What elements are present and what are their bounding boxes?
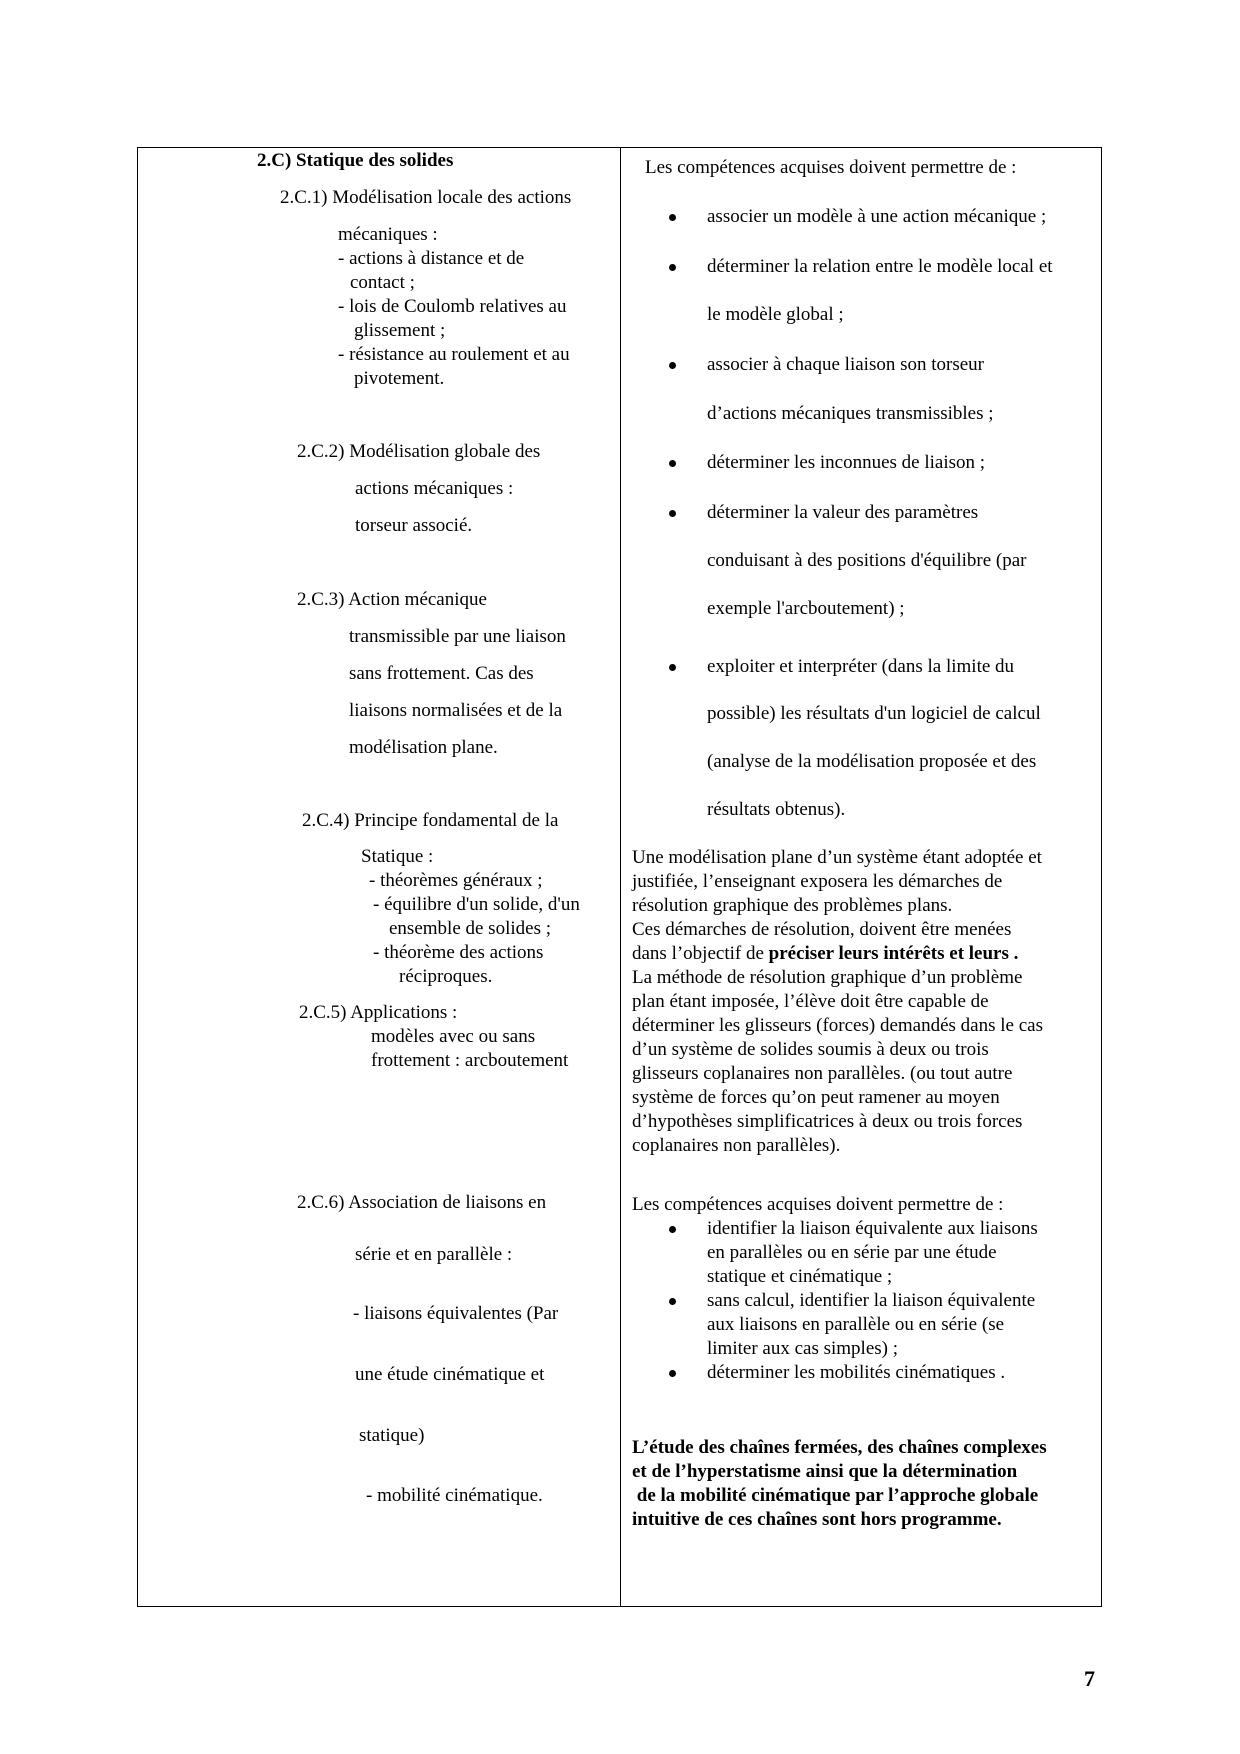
c1-line: mécaniques : [338,224,438,245]
para-line: Ces démarches de résolution, doivent être menées [632,919,1012,940]
c4-line: ensemble de solides ; [389,918,551,939]
bullet-icon [669,264,676,271]
c2-line: 2.C.2) Modélisation globale des [297,441,541,462]
competences-intro-2: Les compétences acquises doivent permettre de : [632,1194,1004,1215]
bullet-line: (analyse de la modélisation proposée et des [707,751,1037,772]
bullet-line: conduisant à des positions d'équilibre (par [707,550,1027,571]
para-line: coplanaires non parallèles). [632,1135,841,1156]
c2-line: torseur associé. [355,515,473,536]
para-line: La méthode de résolution graphique d’un problème [632,967,1023,988]
para-text: dans l’objectif de [632,943,769,964]
note-line: intuitive de ces chaînes sont hors programme. [632,1509,1002,1530]
bullet-icon [669,362,676,369]
bullet-line: en parallèles ou en série par une étude [707,1242,997,1263]
competences-intro: Les compétences acquises doivent permettre de : [645,157,1017,178]
bullet-icon [669,214,676,221]
c6-line: - liaisons équivalentes (Par [353,1303,559,1324]
bullet-icon [669,1298,676,1305]
bullet-line: le modèle global ; [707,304,844,325]
bullet-line: associer à chaque liaison son torseur [707,354,984,375]
c6-line: - mobilité cinématique. [366,1485,543,1506]
c1-line: contact ; [350,272,415,293]
bullet-line: exploiter et interpréter (dans la limite du [707,656,1015,677]
c6-line: statique) [359,1425,425,1446]
c1-line: - lois de Coulomb relatives au [338,296,567,317]
bullet-line: associer un modèle à une action mécanique ; [707,206,1047,227]
para-line: Une modélisation plane d’un système étant adoptée et [632,847,1042,868]
c1-line: pivotement. [354,368,445,389]
bullet-icon [669,664,676,671]
c2-line: actions mécaniques : [355,478,514,499]
c4-line: - équilibre d'un solide, d'un [373,894,580,915]
bullet-line: sans calcul, identifier la liaison équivalente [707,1290,1036,1311]
c5-line: modèles avec ou sans [371,1026,536,1047]
c1-line: glissement ; [354,320,446,341]
c4-line: 2.C.4) Principe fondamental de la [302,810,559,831]
c5-line: frottement : arcboutement [371,1050,569,1071]
c4-line: - théorèmes généraux ; [369,870,543,891]
c6-line: une étude cinématique et [355,1364,545,1385]
para-line: plan étant imposée, l’élève doit être capable de [632,991,989,1012]
para-line: système de forces qu’on peut ramener au moyen [632,1087,1000,1108]
para-emphasis: préciser leurs intérêts et leurs . [768,943,1019,964]
c1-line: - résistance au roulement et au [338,344,570,365]
bullet-line: possible) les résultats d'un logiciel de calcul [707,703,1041,724]
bullet-icon [669,1226,676,1233]
c6-line: série et en parallèle : [355,1244,513,1265]
note-line: de la mobilité cinématique par l’approche globale [632,1485,1039,1506]
c3-line: modélisation plane. [349,737,498,758]
c4-line: Statique : [361,846,434,867]
bullet-line: exemple l'arcboutement) ; [707,598,905,619]
para-line: d’hypothèses simplificatrices à deux ou trois forces [632,1111,1023,1132]
section-title: 2.C) Statique des solides [257,150,454,171]
c3-line: 2.C.3) Action mécanique [297,589,487,610]
c5-line: 2.C.5) Applications : [299,1002,458,1023]
para-line: d’un système de solides soumis à deux ou trois [632,1039,989,1060]
para-line [632,943,1018,965]
bullet-icon [669,460,676,467]
c3-line: liaisons normalisées et de la [349,700,563,721]
bullet-line: aux liaisons en parallèle ou en série (se [707,1314,1005,1335]
c6-line: 2.C.6) Association de liaisons en [297,1192,547,1213]
c3-line: sans frottement. Cas des [349,663,534,684]
column-divider [620,147,621,1607]
c4-line: réciproques. [399,966,493,987]
bullet-line: résultats obtenus). [707,799,846,820]
bullet-line: d’actions mécaniques transmissibles ; [707,403,994,424]
bullet-line: limiter aux cas simples) ; [707,1338,899,1359]
bullet-line: statique et cinématique ; [707,1266,893,1287]
c3-line: transmissible par une liaison [349,626,566,647]
para-line: justifiée, l’enseignant exposera les démarches de [632,871,1003,892]
note-line: L’étude des chaînes fermées, des chaînes complexes [632,1437,1047,1458]
bullet-line: déterminer les mobilités cinématiques . [707,1362,1006,1383]
bullet-line: identifier la liaison équivalente aux liaisons [707,1218,1038,1239]
page-number: 7 [1084,1666,1095,1691]
c1-line: 2.C.1) Modélisation locale des actions [280,187,572,208]
bullet-icon [669,510,676,517]
bullet-line: déterminer la valeur des paramètres [707,502,979,523]
para-line: résolution graphique des problèmes plans. [632,895,953,916]
c4-line: - théorème des actions [373,942,544,963]
para-line: déterminer les glisseurs (forces) demandés dans le cas [632,1015,1043,1036]
bullet-line: déterminer les inconnues de liaison ; [707,452,986,473]
bullet-icon [669,1370,676,1377]
c1-line: - actions à distance et de [338,248,525,269]
note-line: et de l’hyperstatisme ainsi que la détermination [632,1461,1018,1482]
para-line: glisseurs coplanaires non parallèles. (ou tout autre [632,1063,1013,1084]
bullet-line: déterminer la relation entre le modèle local et [707,256,1053,277]
